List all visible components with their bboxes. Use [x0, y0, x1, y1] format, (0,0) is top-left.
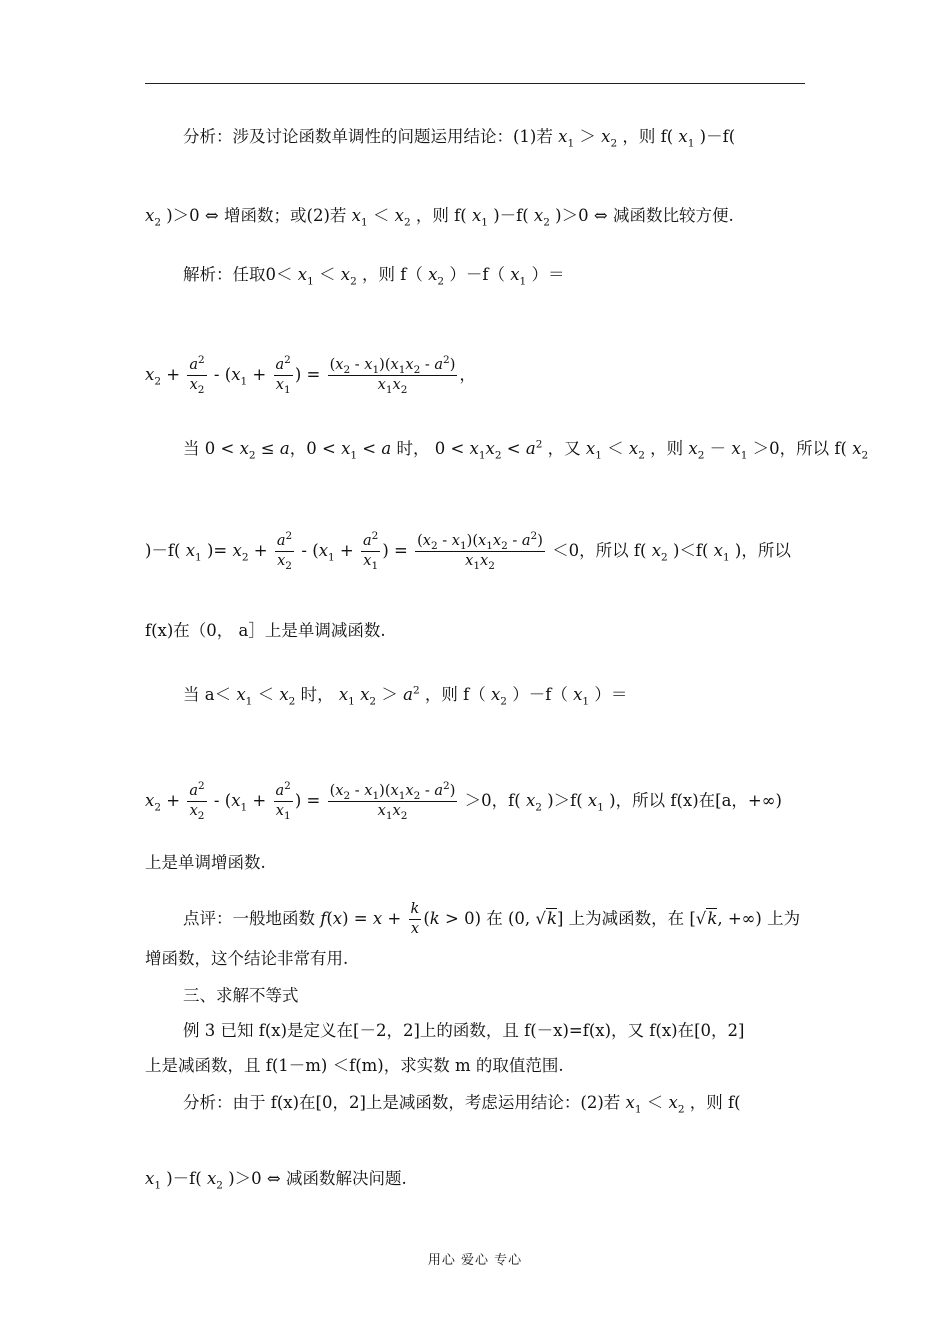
paragraph-case-1: 当 $0 < x_2 \le a$，$0 < x_1 < a$ 时， $0 < x_1x_2 < a^2$ ，又 $x_1 < x_2$ ，则 $x_2 - x_1 >0$，所以 f( $x_2$ [183, 438, 869, 462]
formula-difference-1: $x_2$ + $\frac{a^2}{x_2}$ - ($x_1$ + $\frac{a^2}{x_1}$ ) = $\frac{(x_2 - x_1)(x_1x_2 - a^2)}{x_1x_2}$ ， [145, 354, 476, 396]
paragraph-analysis-3: 分析：由于 f(x)在[0，2]上是减函数，考虑运用结论：(2)若 $x_1 < x_2$ ，则 f( [183, 1093, 741, 1116]
example-3-cont: 上是减函数，且 f(1－m) ＜f(m)，求实数 m 的取值范围. [145, 1056, 564, 1075]
paragraph-comment: 点评：一般地函数 f(x) = x + $\frac{k}{x}$ (k > 0) 在 (0, √k] 上为减函数，在 [√k, +∞) 上为 [183, 901, 801, 937]
paragraph-conclusion-2: 上是单调增函数. [145, 853, 266, 872]
paragraph-analysis-2: $x_2$ )＞0 ⇔ 增函数；或(2)若 $x_1 < x_2$ ，则 f( $x_1$ )－f( $x_2$ )＞0 ⇔ 减函数比较方便. [145, 206, 734, 229]
paragraph-analysis-3-cont: $x_1$ )－f( $x_2$ )＞0 ⇔ 减函数解决问题. [145, 1169, 407, 1192]
paragraph-case-1-cont: )－f( $x_1$ )= $x_2$ + $\frac{a^2}{x_2}$ - ($x_1$ + $\frac{a^2}{x_1}$ ) = $\frac{(x_2 - x_1)(x_1x_2 - a^2)}{x_1x_2}$ ＜0，所以 f( $x_2$ )＜f( $x_1$ )，所以 [145, 530, 791, 572]
paragraph-comment-cont: 增函数，这个结论非常有用. [145, 949, 349, 968]
header-rule [145, 83, 805, 84]
paragraph-solution-1: 解析：任取$0< x_1 < x_2$ ，则 f（ $x_2$ ）－f（ $x_1$ ）＝ [183, 265, 565, 288]
paragraph-analysis-1: 分析：涉及讨论函数单调性的问题运用结论：(1)若 $x_1 > x_2$ ，则 f( $x_1$ )－f( [183, 127, 736, 150]
example-3: 例 3 已知 f(x)是定义在[－2，2]上的函数，且 f(－x)=f(x)，又 f(x)在[0，2] [183, 1021, 745, 1040]
section-heading: 三、求解不等式 [183, 986, 299, 1005]
paragraph-case-2: 当 $a< x_1 < x_2$ 时， $x_1$ $x_2 > a^2$ ，则 f（ $x_2$ ）－f（ $x_1$ ）＝ [183, 684, 628, 708]
paragraph-conclusion-1: f(x)在（0， a］上是单调减函数. [145, 621, 386, 640]
page-footer: 用心 爱心 专心 [427, 1253, 523, 1268]
formula-difference-2: $x_2$ + $\frac{a^2}{x_2}$ - ($x_1$ + $\frac{a^2}{x_1}$ ) = $\frac{(x_2 - x_1)(x_1x_2 - a^2)}{x_1x_2}$ ＞0，f( $x_2$ )＞f( $x_1$ )，所以 f(x)在[a，+∞) [145, 780, 782, 822]
